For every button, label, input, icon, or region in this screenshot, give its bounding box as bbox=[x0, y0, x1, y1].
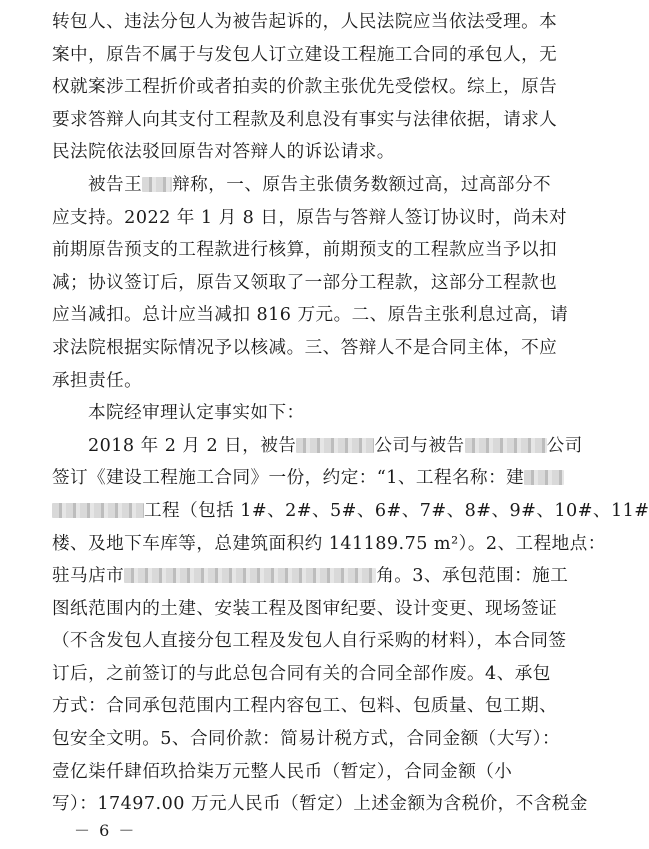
redaction-block bbox=[524, 470, 564, 485]
text-segment: 辩称，一、原告主张债务数额过高，过高部分不 bbox=[172, 174, 552, 195]
text-segment: 楼、及地下车库等，总建筑面积约 141189.75 m²）。2、工程地点： bbox=[52, 533, 606, 554]
text-segment: 壹亿柒仟肆佰玖拾柒万元整人民币（暂定），合同金额（小 bbox=[52, 761, 513, 782]
text-segment: 写）：17497.00 万元人民币（暂定）上述金额为含税价，不含税金 bbox=[52, 794, 588, 815]
text-line bbox=[52, 690, 592, 723]
redaction-block bbox=[296, 438, 374, 453]
text-line bbox=[52, 560, 592, 593]
text-segment: 图纸范围内的土建、安装工程及图审纪要、设计变更、现场签证 bbox=[52, 598, 558, 619]
text-segment: 2018 年 2 月 2 日，被告 bbox=[88, 435, 297, 456]
document-page bbox=[52, 6, 649, 821]
text-line bbox=[52, 528, 606, 561]
text-line bbox=[52, 6, 592, 39]
text-line bbox=[52, 625, 592, 658]
text-segment: 转包人、违法分包人为被告起诉的，人民法院应当依法受理。本 bbox=[52, 12, 558, 32]
text-segment: 减；协议签订后，原告又领取了一部分工程款，这部分工程款也 bbox=[52, 272, 558, 293]
text-segment: 角。3、承包范围：施工 bbox=[376, 566, 569, 587]
text-line bbox=[52, 365, 592, 398]
text-line bbox=[52, 397, 592, 430]
text-segment: 案中，原告不属于与发包人订立建设工程施工合同的承包人，无 bbox=[52, 44, 558, 65]
redaction-block bbox=[142, 177, 172, 192]
text-segment: 方式：合同承包范围内工程内容包工、包料、包质量、包工期、 bbox=[52, 696, 558, 717]
text-line bbox=[52, 430, 592, 463]
text-segment: 前期原告预支的工程款进行核算，前期预支的工程款应当予以扣 bbox=[52, 240, 558, 261]
text-line bbox=[52, 136, 592, 169]
redaction-block bbox=[52, 503, 144, 518]
text-line bbox=[52, 593, 592, 626]
text-segment: 求法院根据实际情况予以核减。三、答辩人不是合同主体，不应 bbox=[52, 337, 558, 358]
text-line bbox=[52, 234, 592, 267]
text-line bbox=[52, 202, 592, 235]
redaction-block bbox=[465, 438, 547, 453]
text-line bbox=[52, 267, 592, 300]
page-number: － 6 － bbox=[74, 821, 137, 840]
text-segment: （不含发包人直接分包工程及发包人自行采购的材料），本合同签 bbox=[52, 631, 567, 652]
text-line bbox=[52, 756, 592, 789]
text-segment: 应当减扣。总计应当减扣 816 万元。二、原告主张利息过高，请 bbox=[52, 305, 569, 326]
text-line bbox=[52, 71, 592, 104]
text-segment: 权就案涉工程折价或者拍卖的价款主张优先受偿权。综上，原告 bbox=[52, 77, 558, 98]
text-segment: 驻马店市 bbox=[52, 566, 125, 587]
text-segment: 包安全文明。5、合同价款：简易计税方式，合同金额（大写）： bbox=[52, 729, 561, 750]
text-segment: 公司与被告 bbox=[374, 435, 465, 456]
text-segment: 工程（包括 1#、2#、5#、6#、7#、8#、9#、10#、11# bbox=[144, 500, 649, 521]
text-line bbox=[52, 723, 592, 756]
text-segment: 本院经审理认定事实如下： bbox=[88, 403, 305, 424]
text-segment: 民法院依法驳回原告对答辩人的诉讼请求。 bbox=[52, 142, 395, 163]
text-line bbox=[52, 104, 592, 137]
text-line bbox=[52, 462, 592, 495]
redaction-block bbox=[124, 568, 376, 583]
text-line bbox=[52, 332, 592, 365]
text-line bbox=[52, 788, 592, 821]
text-segment: 要求答辩人向其支付工程款及利息没有事实与法律依据，请求人 bbox=[52, 109, 558, 130]
text-line bbox=[52, 658, 592, 691]
text-segment: 被告王 bbox=[88, 174, 143, 195]
text-line bbox=[52, 39, 592, 72]
text-line bbox=[52, 169, 592, 202]
text-line bbox=[52, 299, 592, 332]
text-segment: 订后，之前签订的与此总包合同有关的合同全部作废。4、承包 bbox=[52, 663, 551, 684]
text-segment: 公司 bbox=[546, 435, 583, 456]
text-segment: 签订《建设工程施工合同》一份，约定：“1、工程名称：建 bbox=[52, 468, 525, 489]
text-segment: 承担责任。 bbox=[52, 370, 143, 391]
text-segment: 应支持。2022 年 1 月 8 日，原告与答辩人签订协议时，尚未对 bbox=[52, 207, 568, 228]
text-line bbox=[52, 495, 649, 528]
